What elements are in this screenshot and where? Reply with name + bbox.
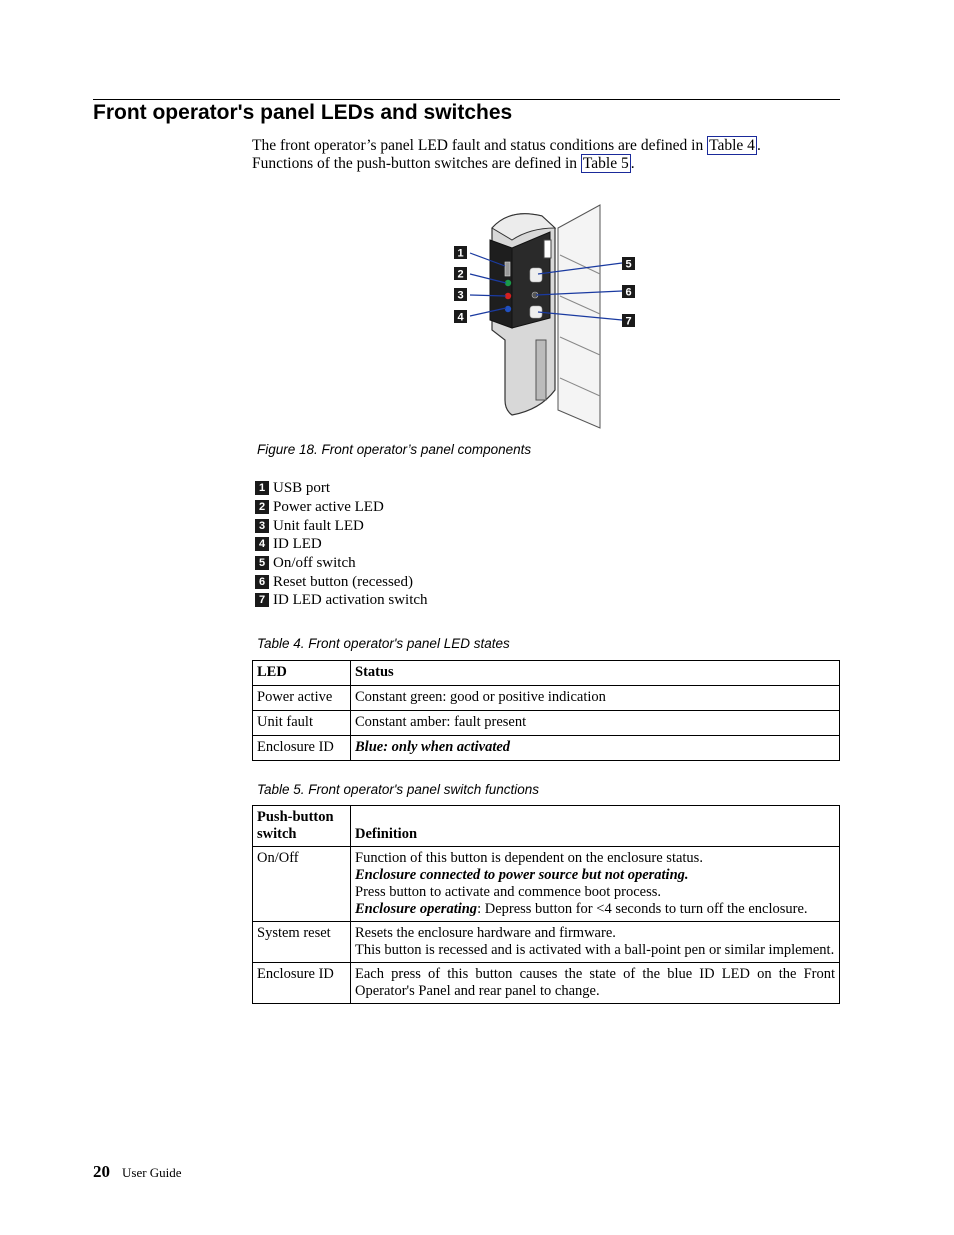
table-cell: Unit fault	[253, 711, 351, 736]
definition-text: Press button to activate and commence boot process.	[355, 884, 662, 900]
legend-number: 4	[255, 537, 269, 551]
table-row	[253, 963, 840, 1004]
legend-label: Unit fault LED	[273, 517, 364, 534]
column-header: LED	[253, 661, 351, 686]
table-cell: On/Off	[253, 847, 351, 922]
intro-text: Functions of the push-button switches are defined in	[252, 155, 581, 172]
table-row	[253, 922, 840, 963]
table-cell: System reset	[253, 922, 351, 963]
table5-caption: Table 5. Front operator's panel switch functions	[257, 782, 539, 797]
legend-label: USB port	[273, 480, 331, 497]
definition-emphasis: Enclosure operating	[355, 901, 478, 917]
legend-number: 7	[255, 593, 269, 607]
definition-text: Enclosure connected to power source but not operating.	[355, 867, 689, 883]
operator-panel-figure	[450, 200, 640, 432]
bezel-ear	[490, 214, 555, 415]
legend-item	[255, 516, 428, 535]
definition-text	[355, 901, 835, 918]
legend-item	[255, 572, 428, 591]
page-title: Front operator's panel LEDs and switches	[93, 101, 513, 124]
figure-caption: Figure 18. Front operator’s panel components	[257, 442, 532, 457]
callout-number: 5	[625, 258, 632, 271]
table-cell	[351, 963, 840, 1004]
legend-label: Power active LED	[273, 499, 384, 516]
table-row	[253, 686, 840, 711]
callout-badge	[622, 257, 635, 271]
table-cell: Constant amber: fault present	[351, 711, 840, 736]
usb-port-icon	[505, 262, 510, 276]
legend-list	[255, 479, 428, 610]
heading-rule	[93, 99, 840, 100]
legend-item	[255, 535, 428, 554]
callout-badge	[454, 288, 467, 302]
callout-number: 1	[457, 247, 464, 260]
callout-number: 3	[457, 289, 464, 302]
table4-link[interactable]: Table 4	[709, 137, 755, 154]
definition-text: Resets the enclosure hardware and firmware.	[355, 925, 616, 941]
led-states-table	[252, 660, 840, 761]
table-header-row	[253, 806, 840, 847]
legend-number: 3	[255, 519, 269, 533]
legend-number: 6	[255, 575, 269, 589]
legend-label: Reset button (recessed)	[273, 573, 413, 590]
legend-item	[255, 498, 428, 517]
table-row	[253, 847, 840, 922]
callout-badge	[454, 246, 467, 260]
callout-number: 4	[457, 311, 464, 324]
switch-functions-table	[252, 805, 840, 1004]
table-cell: Power active	[253, 686, 351, 711]
callout-number: 2	[457, 268, 464, 281]
legend-number: 2	[255, 500, 269, 514]
column-header: Push-button switch	[253, 806, 351, 847]
table-cell	[351, 847, 840, 922]
intro-text: .	[756, 137, 761, 154]
table-row	[253, 736, 840, 761]
table5-link[interactable]: Table 5	[582, 155, 629, 172]
document-title: User Guide	[122, 1165, 182, 1180]
legend-item	[255, 591, 428, 610]
legend-number: 5	[255, 556, 269, 570]
legend-label: ID LED activation switch	[273, 592, 428, 609]
callout-badge	[454, 310, 467, 324]
table4-caption: Table 4. Front operator's panel LED states	[257, 636, 510, 651]
column-header: Definition	[351, 806, 840, 847]
table-header-row	[253, 661, 840, 686]
callout-badge	[622, 285, 635, 299]
legend-label: ID LED	[273, 536, 322, 553]
definition-text: : Depress button for <4 seconds to turn off the enclosure.	[477, 901, 808, 917]
id-led-icon	[505, 306, 511, 312]
legend-item	[255, 479, 428, 498]
legend-item	[255, 554, 428, 573]
definition-text: Each press of this button causes the state of the blue ID LED on the Front Operator's Panel and rear panel to change.	[355, 966, 835, 999]
table-cell: Blue: only when activated	[351, 736, 840, 761]
intro-text: .	[630, 155, 635, 172]
callout-number: 7	[625, 315, 632, 328]
legend-number: 1	[255, 481, 269, 495]
intro-line-1	[252, 137, 842, 155]
page-footer	[93, 1162, 182, 1182]
power-switch-icon	[530, 268, 542, 282]
intro-line-2	[252, 155, 842, 173]
page-number: 20	[93, 1162, 110, 1181]
table-cell: Constant green: good or positive indication	[351, 686, 840, 711]
table-row	[253, 711, 840, 736]
table-cell	[351, 922, 840, 963]
table-cell: Enclosure ID	[253, 736, 351, 761]
table-cell: Enclosure ID	[253, 963, 351, 1004]
intro-paragraph	[252, 137, 842, 173]
definition-text: This button is recessed and is activated with a ball-point pen or similar implement.	[355, 942, 835, 958]
column-header: Status	[351, 661, 840, 686]
callout-badge	[454, 267, 467, 281]
definition-text: Function of this button is dependent on the enclosure status.	[355, 850, 703, 866]
callout-badge	[622, 314, 635, 328]
intro-text: The front operator’s panel LED fault and status conditions are defined in	[252, 137, 708, 154]
callout-number: 6	[625, 286, 632, 299]
legend-label: On/off switch	[273, 555, 356, 572]
